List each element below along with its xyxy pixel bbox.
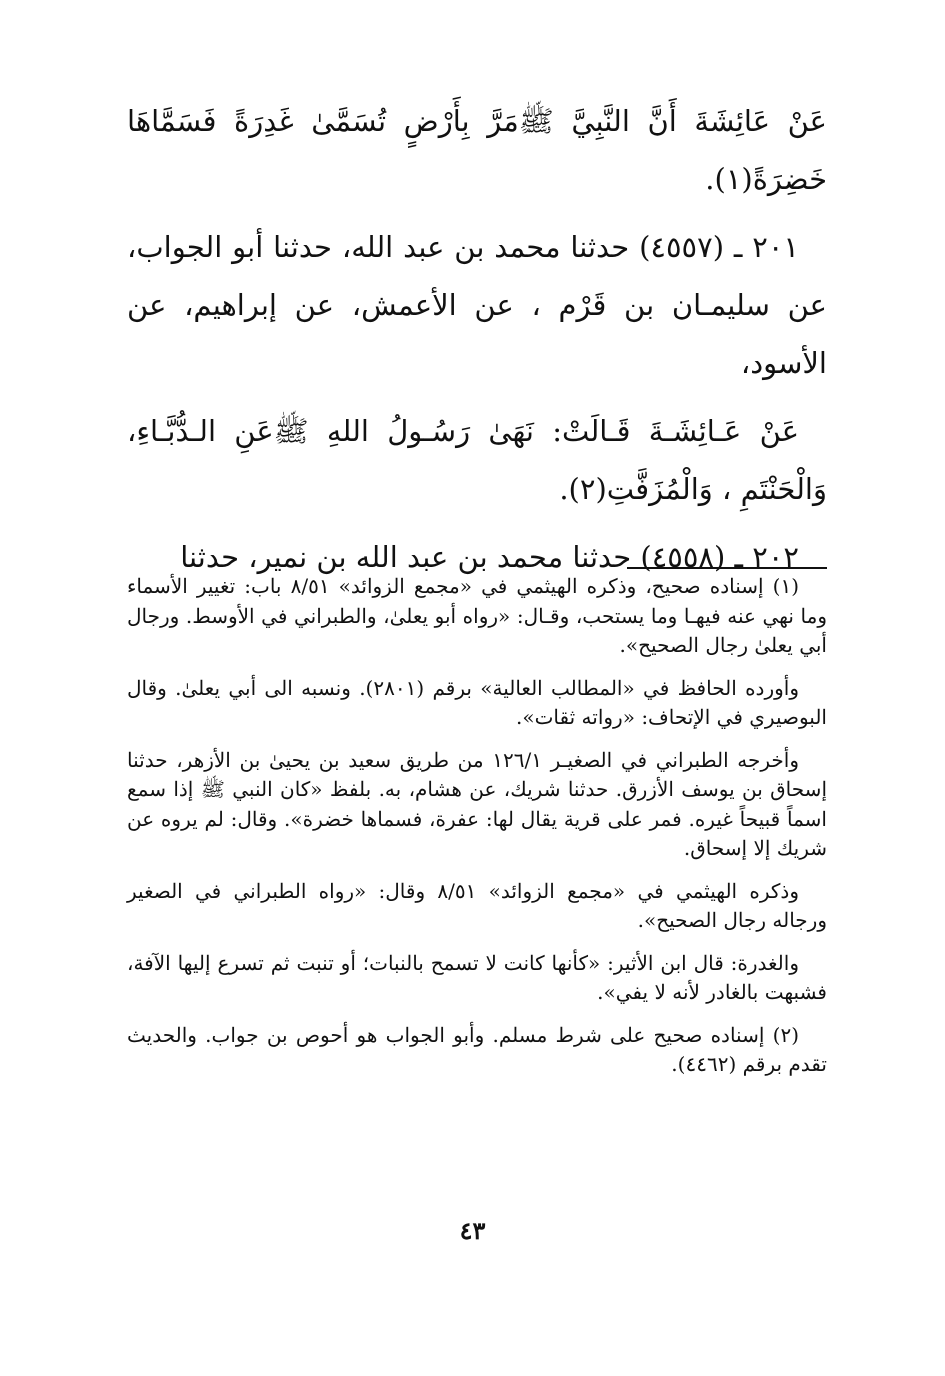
footnote-1: (١) إسناده صحيح، وذكره الهيثمي في «مجمع الزوائد» ٨/٥١ باب: تغيير الأسماء وما نهي عنه فيهـا وما يستحب، وقـال: «رواه أبو يعلىٰ، والطبراني في الأوسط. ورجال أبي يعلىٰ رجال الصحيح». (127, 574, 827, 657)
isnad-202: ٢٠٢ ـ (٤٥٥٨) حدثنا محمد بن عبد الله بن نمير، حدثنا (180, 540, 799, 574)
footnotes (127, 572, 827, 1093)
footnote-1-haythami: وذكره الهيثمي في «مجمع الزوائد» ٨/٥١ وقال: «رواه الطبراني في الصغير ورجاله رجال الصحيح». (127, 878, 827, 932)
main-text (127, 92, 827, 596)
footnote-1-mutalib: وأورده الحافظ في «المطالب العالية» برقم (٢٨٠١). ونسبه الى أبي يعلىٰ. وقال البوصيري في الإتحاف: «رواته ثقات». (127, 675, 827, 729)
footnote-divider (627, 567, 827, 569)
isnad-201: ٢٠١ ـ (٤٥٥٧) حدثنا محمد بن عبد الله، حدثنا أبو الجواب، عن سليمـان بن قَرْم ، عن الأعمش، عن إبراهيم، عن الأسود، (127, 230, 827, 380)
footnote-1-tabarani: وأخرجه الطبراني في الصغيـر ١٢٦/١ من طريق سعيد بن يحيىٰ بن الأزهر، حدثنا إسحاق بن يوسف الأزرق. حدثنا شريك، عن هشام، به. بلفظ «كان النبي ﷺ إذا سمع اسماً قبيحاً غيره. فمر على قرية يقال لها: عفرة، فسماها خضرة». وقال: لم يروه عن شريك إلا إسحاق. (127, 747, 827, 860)
hadith-text-201: عَنْ عَـائِشَـةَ قَـالَتْ: نَهَىٰ رَسُـولُ اللهِ ﷺعَنِ الـدُّبَّـاءِ، وَالْحَنْتَمِ ، وَالْمُزَفَّتِ(٢). (127, 414, 827, 506)
footnote-2: (٢) إسناده صحيح على شرط مسلم. وأبو الجواب هو أحوص بن جواب. والحديث تقدم برقم (٤٤٦٢). (127, 1022, 827, 1076)
footnote-1-ghadira: والغدرة: قال ابن الأثير: «كأنها كانت لا تسمح بالنبات؛ أو تنبت ثم تسرع إليها الآفة، فشبهت بالغادر لأنه لا يفي». (127, 950, 827, 1004)
page-number: ٤٣ (459, 1216, 486, 1245)
hadith-text-200: عَنْ عَائِشَةَ أَنَّ النَّبِيَّ ﷺمَرَّ بِأَرْضٍ تُسَمَّىٰ غَدِرَةً فَسَمَّاهَا خَضِرَةً(١). (127, 104, 827, 196)
